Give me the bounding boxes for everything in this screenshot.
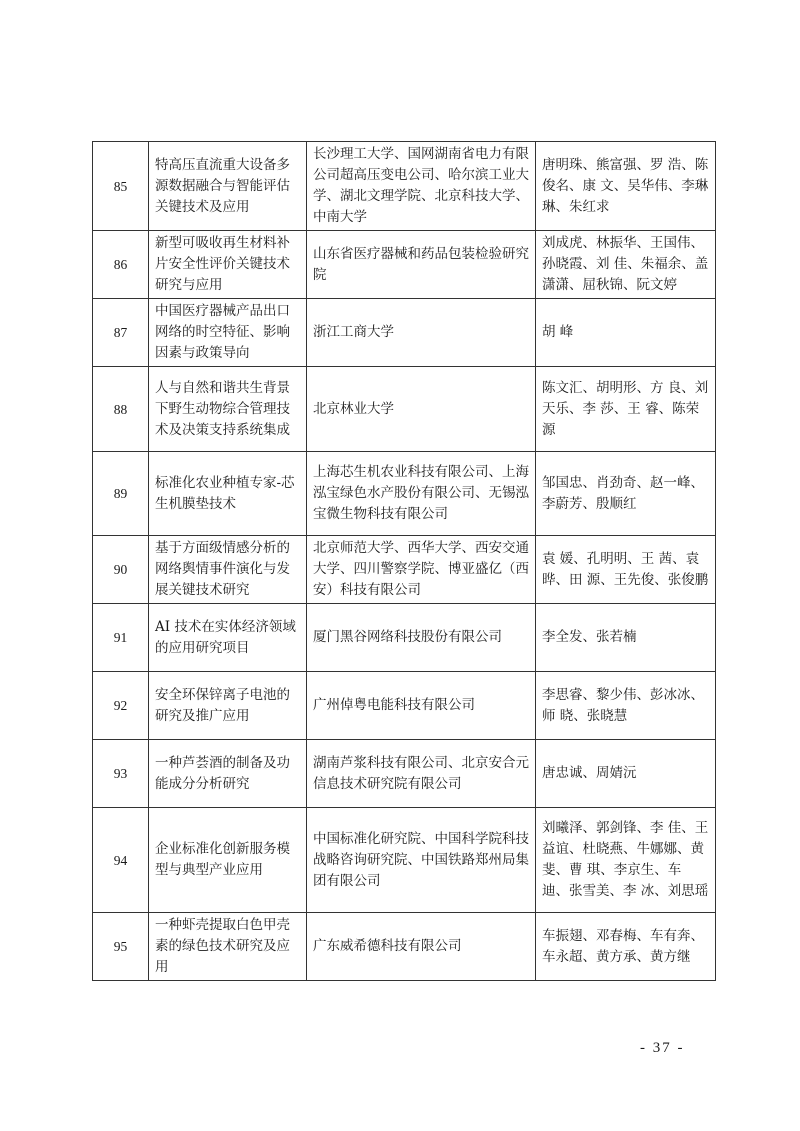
organizations-cell: 广东威希德科技有限公司: [307, 913, 536, 981]
organizations-cell: 上海芯生机农业科技有限公司、上海泓宝绿色水产股份有限公司、无锡泓宝微生物科技有限公司: [307, 452, 536, 536]
project-title-cell: 基于方面级情感分析的网络舆情事件演化与发展关键技术研究: [149, 536, 307, 604]
table-row: [93, 367, 716, 452]
participants-cell: 唐忠诚、周婧沅: [536, 740, 716, 808]
project-title-cell: 一种虾壳提取白色甲壳素的绿色技术研究及应用: [149, 913, 307, 981]
table-row: [93, 672, 716, 740]
table-row: [93, 604, 716, 672]
organizations-cell: 浙江工商大学: [307, 299, 536, 367]
awards-table: [92, 141, 716, 981]
table-row: [93, 231, 716, 299]
organizations-cell: 北京师范大学、西华大学、西安交通大学、四川警察学院、博亚盛亿（西安）科技有限公司: [307, 536, 536, 604]
row-number-cell: 90: [93, 536, 149, 604]
organizations-cell: 北京林业大学: [307, 367, 536, 452]
participants-cell: 刘曦泽、郭剑锋、李 佳、王益谊、杜晓燕、牛娜娜、黄 斐、曹 琪、李京生、车 迪、张雪美、李 冰、刘思瑶: [536, 808, 716, 913]
row-number-cell: 89: [93, 452, 149, 536]
participants-cell: 李思睿、黎少伟、彭冰冰、师 晓、张晓慧: [536, 672, 716, 740]
row-number-cell: 91: [93, 604, 149, 672]
table-row: [93, 740, 716, 808]
participants-cell: 刘成虎、林振华、王国伟、孙晓霞、刘 佳、朱福余、盖潇潇、屈秋锦、阮文婷: [536, 231, 716, 299]
table-row: [93, 452, 716, 536]
project-title-cell: 一种芦荟酒的制备及功能成分分析研究: [149, 740, 307, 808]
row-number-cell: 87: [93, 299, 149, 367]
table-row: [93, 299, 716, 367]
row-number-cell: 95: [93, 913, 149, 981]
participants-cell: 陈文汇、胡明形、方 良、刘天乐、李 莎、王 睿、陈荣源: [536, 367, 716, 452]
row-number-cell: 85: [93, 142, 149, 231]
participants-cell: 车振翅、邓春梅、车有奔、车永超、黄方承、黄方继: [536, 913, 716, 981]
project-title-cell: 标准化农业种植专家-芯生机膜垫技术: [149, 452, 307, 536]
project-title-cell: 安全环保锌离子电池的研究及推广应用: [149, 672, 307, 740]
participants-cell: 李全发、张若楠: [536, 604, 716, 672]
organizations-cell: 长沙理工大学、国网湖南省电力有限公司超高压变电公司、哈尔滨工业大学、湖北文理学院、北京科技大学、中南大学: [307, 142, 536, 231]
project-title-cell: 人与自然和谐共生背景下野生动物综合管理技术及决策支持系统集成: [149, 367, 307, 452]
organizations-cell: 广州倬粤电能科技有限公司: [307, 672, 536, 740]
row-number-cell: 92: [93, 672, 149, 740]
participants-cell: 唐明珠、熊富强、罗 浩、陈俊名、康 文、吴华伟、李琳琳、朱红求: [536, 142, 716, 231]
page-number: - 37 -: [640, 1040, 685, 1056]
table-row: [93, 536, 716, 604]
project-title-cell: 特高压直流重大设备多源数据融合与智能评估关键技术及应用: [149, 142, 307, 231]
table-row: [93, 142, 716, 231]
organizations-cell: 湖南芦浆科技有限公司、北京安合元信息技术研究院有限公司: [307, 740, 536, 808]
participants-cell: 袁 媛、孔明明、王 茜、袁 晔、田 源、王先俊、张俊鹏: [536, 536, 716, 604]
project-title-cell: 中国医疗器械产品出口网络的时空特征、影响因素与政策导向: [149, 299, 307, 367]
row-number-cell: 88: [93, 367, 149, 452]
participants-cell: 胡 峰: [536, 299, 716, 367]
organizations-cell: 中国标准化研究院、中国科学院科技战略咨询研究院、中国铁路郑州局集团有限公司: [307, 808, 536, 913]
row-number-cell: 93: [93, 740, 149, 808]
table-row: [93, 808, 716, 913]
project-title-cell: 企业标准化创新服务模型与典型产业应用: [149, 808, 307, 913]
project-title-cell: AI 技术在实体经济领域的应用研究项目: [149, 604, 307, 672]
table-row: [93, 913, 716, 981]
organizations-cell: 山东省医疗器械和药品包装检验研究院: [307, 231, 536, 299]
organizations-cell: 厦门黑谷网络科技股份有限公司: [307, 604, 536, 672]
project-title-cell: 新型可吸收再生材料补片安全性评价关键技术研究与应用: [149, 231, 307, 299]
row-number-cell: 94: [93, 808, 149, 913]
participants-cell: 邹国忠、肖劲奇、赵一峰、李蔚芳、殷顺红: [536, 452, 716, 536]
row-number-cell: 86: [93, 231, 149, 299]
